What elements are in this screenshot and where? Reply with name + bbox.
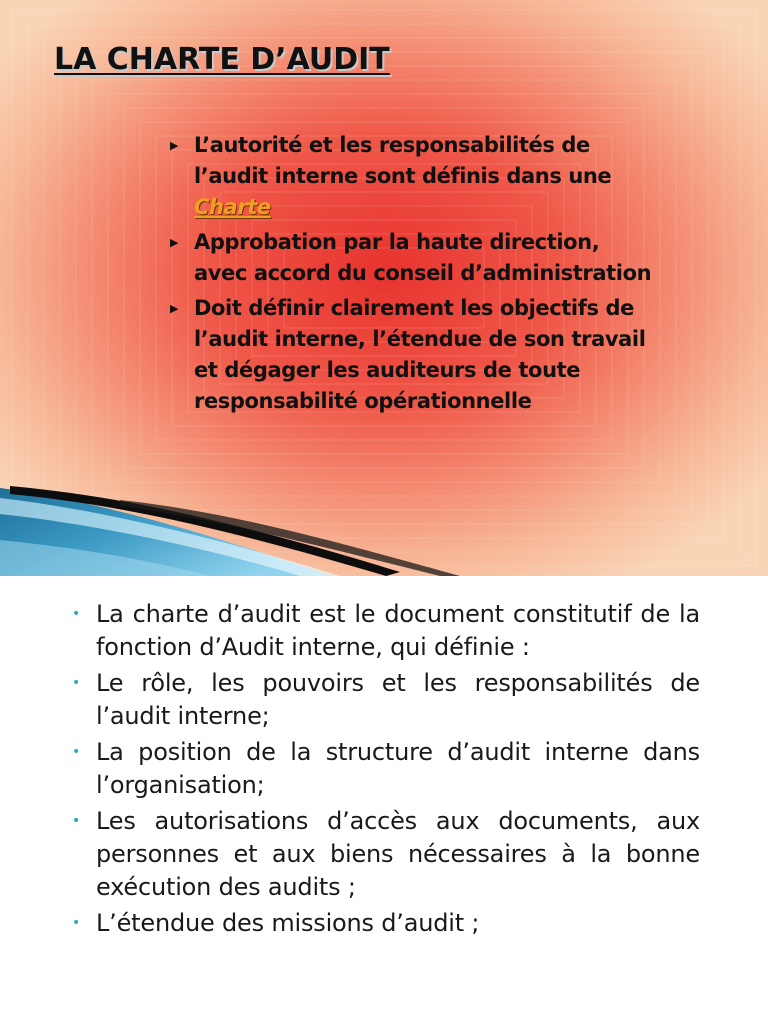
note-text: Le rôle, les pouvoirs et les responsabilités de l’audit interne;: [96, 669, 700, 730]
note-text: Les autorisations d’accès aux documents, aux personnes et aux biens nécessaires à la bonne exécution des audits ;: [96, 807, 700, 901]
bullet-dot-icon: •: [72, 813, 81, 829]
slide-bullet-line: Doit définir clairement les objectifs de: [194, 296, 634, 320]
slide-bullet: [170, 293, 730, 417]
slide-bullet-line: L’autorité et les responsabilités de: [194, 133, 590, 157]
slide-page-number: 1: [744, 554, 750, 564]
triangle-bullet-icon: ▶: [170, 139, 179, 152]
slide-bullet-line: responsabilité opérationnelle: [194, 389, 532, 413]
bullet-dot-icon: •: [72, 675, 81, 691]
note-item: [72, 907, 700, 940]
slide-bullet-line: et dégager les auditeurs de toute: [194, 358, 581, 382]
slide-bullet-line: avec accord du conseil d’administration: [194, 261, 652, 285]
note-text: La position de la structure d’audit interne dans l’organisation;: [96, 738, 700, 799]
slide-bullet: [170, 227, 730, 289]
note-item: [72, 805, 700, 904]
slide-bullet-list: [170, 130, 730, 421]
charte-link[interactable]: Charte: [194, 195, 271, 219]
slide-bullet-line: l’audit interne sont définis dans une: [194, 164, 612, 188]
note-text: L’étendue des missions d’audit ;: [96, 909, 480, 937]
triangle-bullet-icon: ▶: [170, 236, 179, 249]
triangle-bullet-icon: ▶: [170, 302, 179, 315]
bullet-dot-icon: •: [72, 606, 81, 622]
bullet-dot-icon: •: [72, 744, 81, 760]
bullet-dot-icon: •: [72, 915, 81, 931]
slide-bullet-line: l’audit interne, l’étendue de son travail: [194, 327, 646, 351]
slide-title: LA CHARTE D’AUDIT: [54, 42, 390, 77]
slide-bullet-line: Approbation par la haute direction,: [194, 230, 600, 254]
notes-list: [72, 598, 700, 943]
note-item: [72, 598, 700, 664]
note-item: [72, 736, 700, 802]
slide-bullet: [170, 130, 730, 223]
note-item: [72, 667, 700, 733]
note-text: La charte d’audit est le document constitutif de la fonction d’Audit interne, qui définie :: [96, 600, 700, 661]
